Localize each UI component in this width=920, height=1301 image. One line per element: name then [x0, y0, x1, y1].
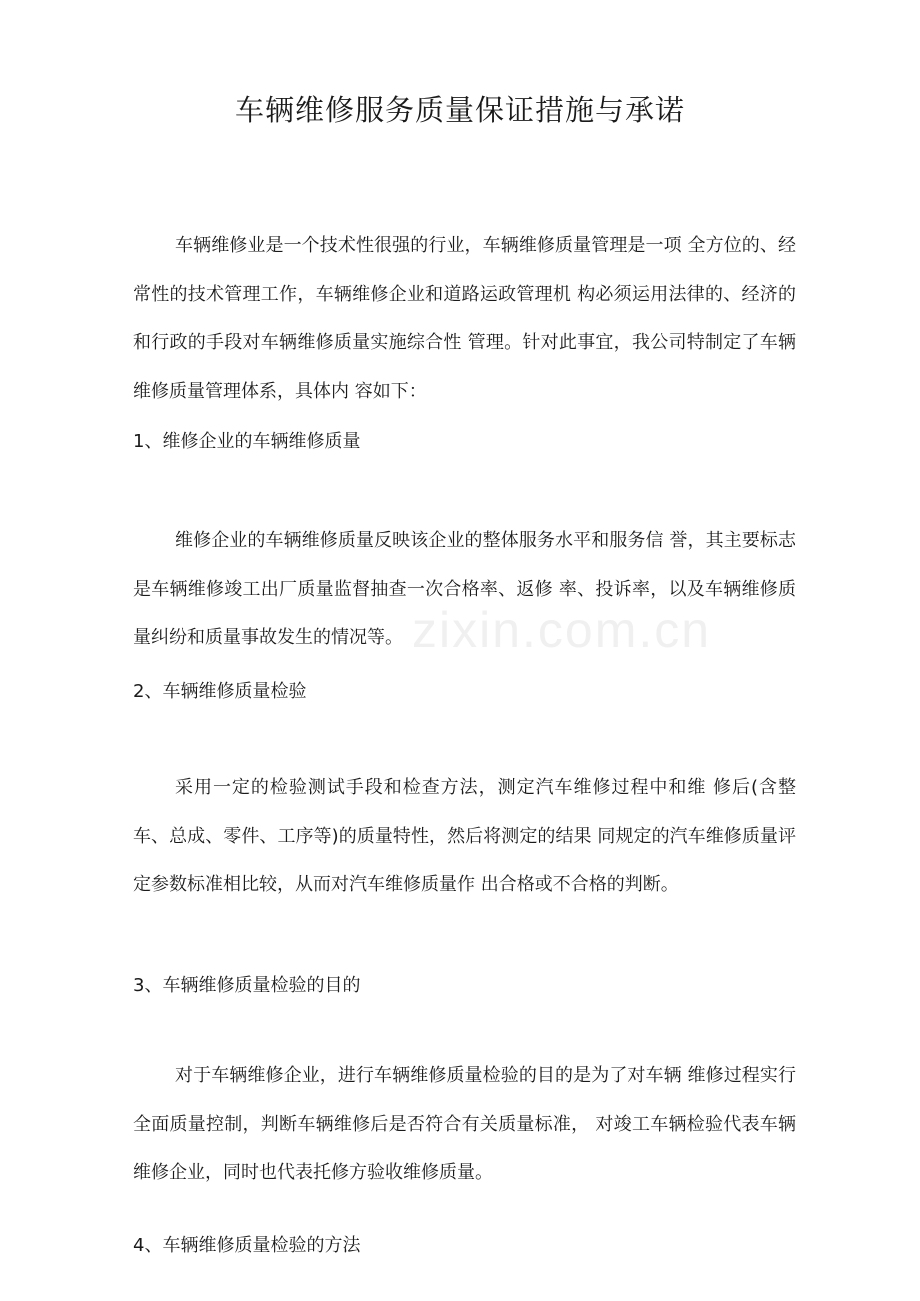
section-heading-1: 1、维修企业的车辆维修质量 — [133, 431, 361, 452]
section-heading-2: 2、车辆维修质量检验 — [133, 681, 307, 702]
intro-paragraph: 车辆维修业是一个技术性很强的行业，车辆维修质量管理是一项 全方位的、经常性的技术管理工作，车辆维修企业和道路运政管理机 构必须运用法律的、经济的和行政的手段对车辆维修质量实施综合性 管理。针对此事宜，我公司特制定了车辆维修质量管理体系，具体内 容如下： — [133, 235, 796, 402]
section-heading-4: 4、车辆维修质量检验的方法 — [133, 1235, 361, 1256]
section-heading-3: 3、车辆维修质量检验的目的 — [133, 975, 361, 996]
section-body-3: 对于车辆维修企业，进行车辆维修质量检验的目的是为了对车辆 维修过程实行全面质量控制，判断车辆维修后是否符合有关质量标准， 对竣工车辆检验代表车辆维修企业，同时也代表托修方验收维修质量。 — [133, 1065, 796, 1183]
watermark: zixin.com.cn — [412, 602, 712, 658]
section-body-1: 维修企业的车辆维修质量反映该企业的整体服务水平和服务信 誉，其主要标志是车辆维修竣工出厂质量监督抽查一次合格率、返修 率、投诉率，以及车辆维修质量纠纷和质量事故发生的情况等。 — [133, 530, 796, 648]
document-title: 车辆维修服务质量保证措施与承诺 — [234, 93, 685, 127]
section-body-2: 采用一定的检验测试手段和检查方法，测定汽车维修过程中和维 修后(含整车、总成、零件、工序等)的质量特性，然后将测定的结果 同规定的汽车维修质量评定参数标准相比较，从而对汽车维修质量作 出合格或不合格的判断。 — [133, 777, 796, 895]
